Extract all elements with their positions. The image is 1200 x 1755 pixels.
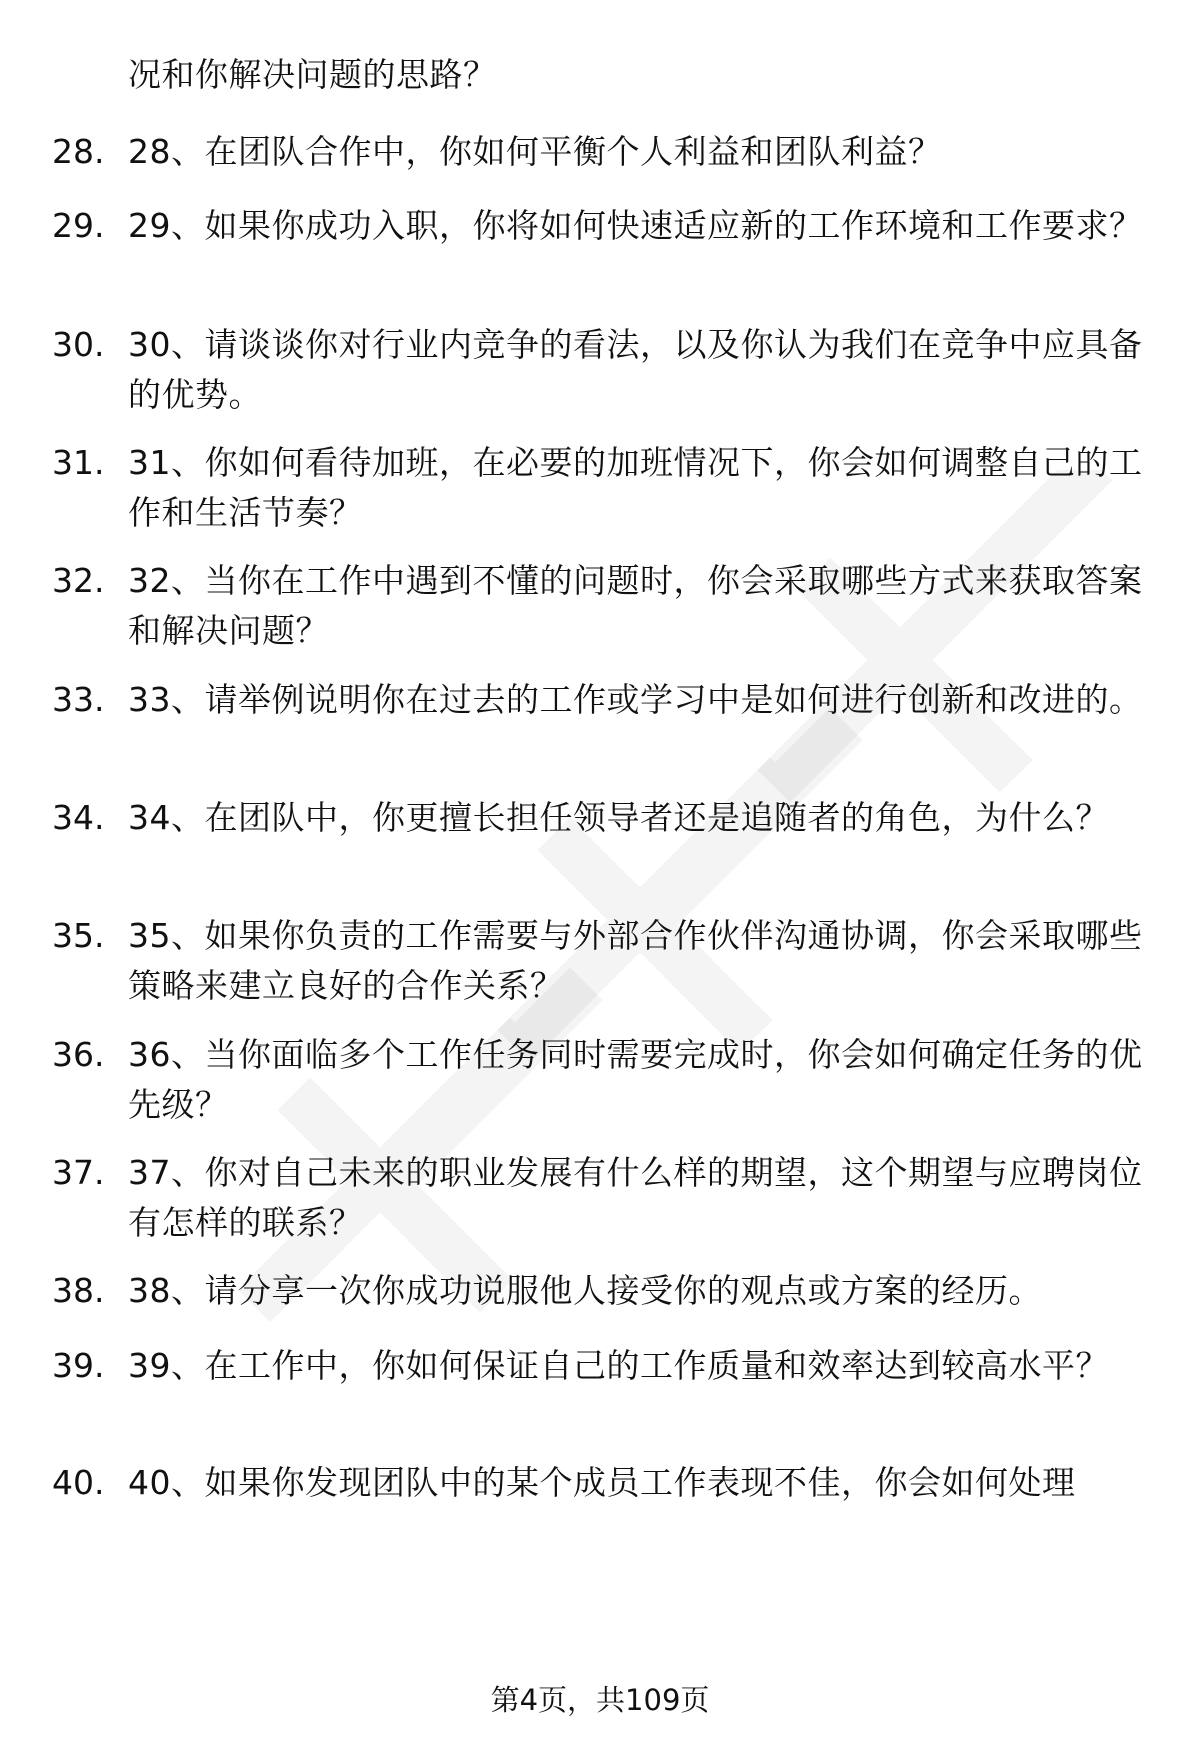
item-number: 34. [52, 798, 105, 837]
item-text: 32、当你在工作中遇到不懂的问题时，你会采取哪些方式来获取答案和解决问题？ [128, 561, 1143, 650]
item-number: 36. [52, 1035, 105, 1074]
item-number: 38. [52, 1271, 105, 1310]
item-text: 39、在工作中，你如何保证自己的工作质量和效率达到较高水平？ [128, 1346, 1109, 1385]
item-text: 30、请谈谈你对行业内竞争的看法，以及你认为我们在竞争中应具备的优势。 [128, 325, 1143, 414]
item-text: 28、在团队合作中，你如何平衡个人利益和团队利益？ [128, 132, 942, 171]
item-text: 34、在团队中，你更擅长担任领导者还是追随者的角色，为什么？ [128, 798, 1109, 837]
item-text: 33、请举例说明你在过去的工作或学习中是如何进行创新和改进的。 [128, 680, 1143, 719]
item-text: 29、如果你成功入职，你将如何快速适应新的工作环境和工作要求？ [128, 206, 1143, 245]
item-number: 39. [52, 1346, 105, 1385]
item-text: 38、请分享一次你成功说服他人接受你的观点或方案的经历。 [128, 1271, 1042, 1310]
page-footer: 第4页，共109页 [490, 1683, 710, 1717]
item-number: 29. [52, 206, 105, 245]
item-number: 40. [52, 1463, 105, 1502]
item-text: 37、你对自己未来的职业发展有什么样的期望，这个期望与应聘岗位有怎样的联系？ [128, 1153, 1143, 1242]
item-text: 35、如果你负责的工作需要与外部合作伙伴沟通协调，你会采取哪些策略来建立良好的合作关系？ [128, 916, 1143, 1005]
item-text: 36、当你面临多个工作任务同时需要完成时，你会如何确定任务的优先级？ [128, 1035, 1143, 1124]
item-text: 31、你如何看待加班，在必要的加班情况下，你会如何调整自己的工作和生活节奏？ [128, 443, 1143, 532]
item-text: 况和你解决问题的思路？ [128, 55, 497, 94]
item-number: 31. [52, 443, 105, 482]
item-number: 30. [52, 325, 105, 364]
item-number: 37. [52, 1153, 105, 1192]
item-number: 33. [52, 680, 105, 719]
item-number: 32. [52, 561, 105, 600]
item-text: 40、如果你发现团队中的某个成员工作表现不佳，你会如何处理 [128, 1463, 1076, 1502]
item-number: 35. [52, 916, 105, 955]
item-number: 28. [52, 132, 105, 171]
